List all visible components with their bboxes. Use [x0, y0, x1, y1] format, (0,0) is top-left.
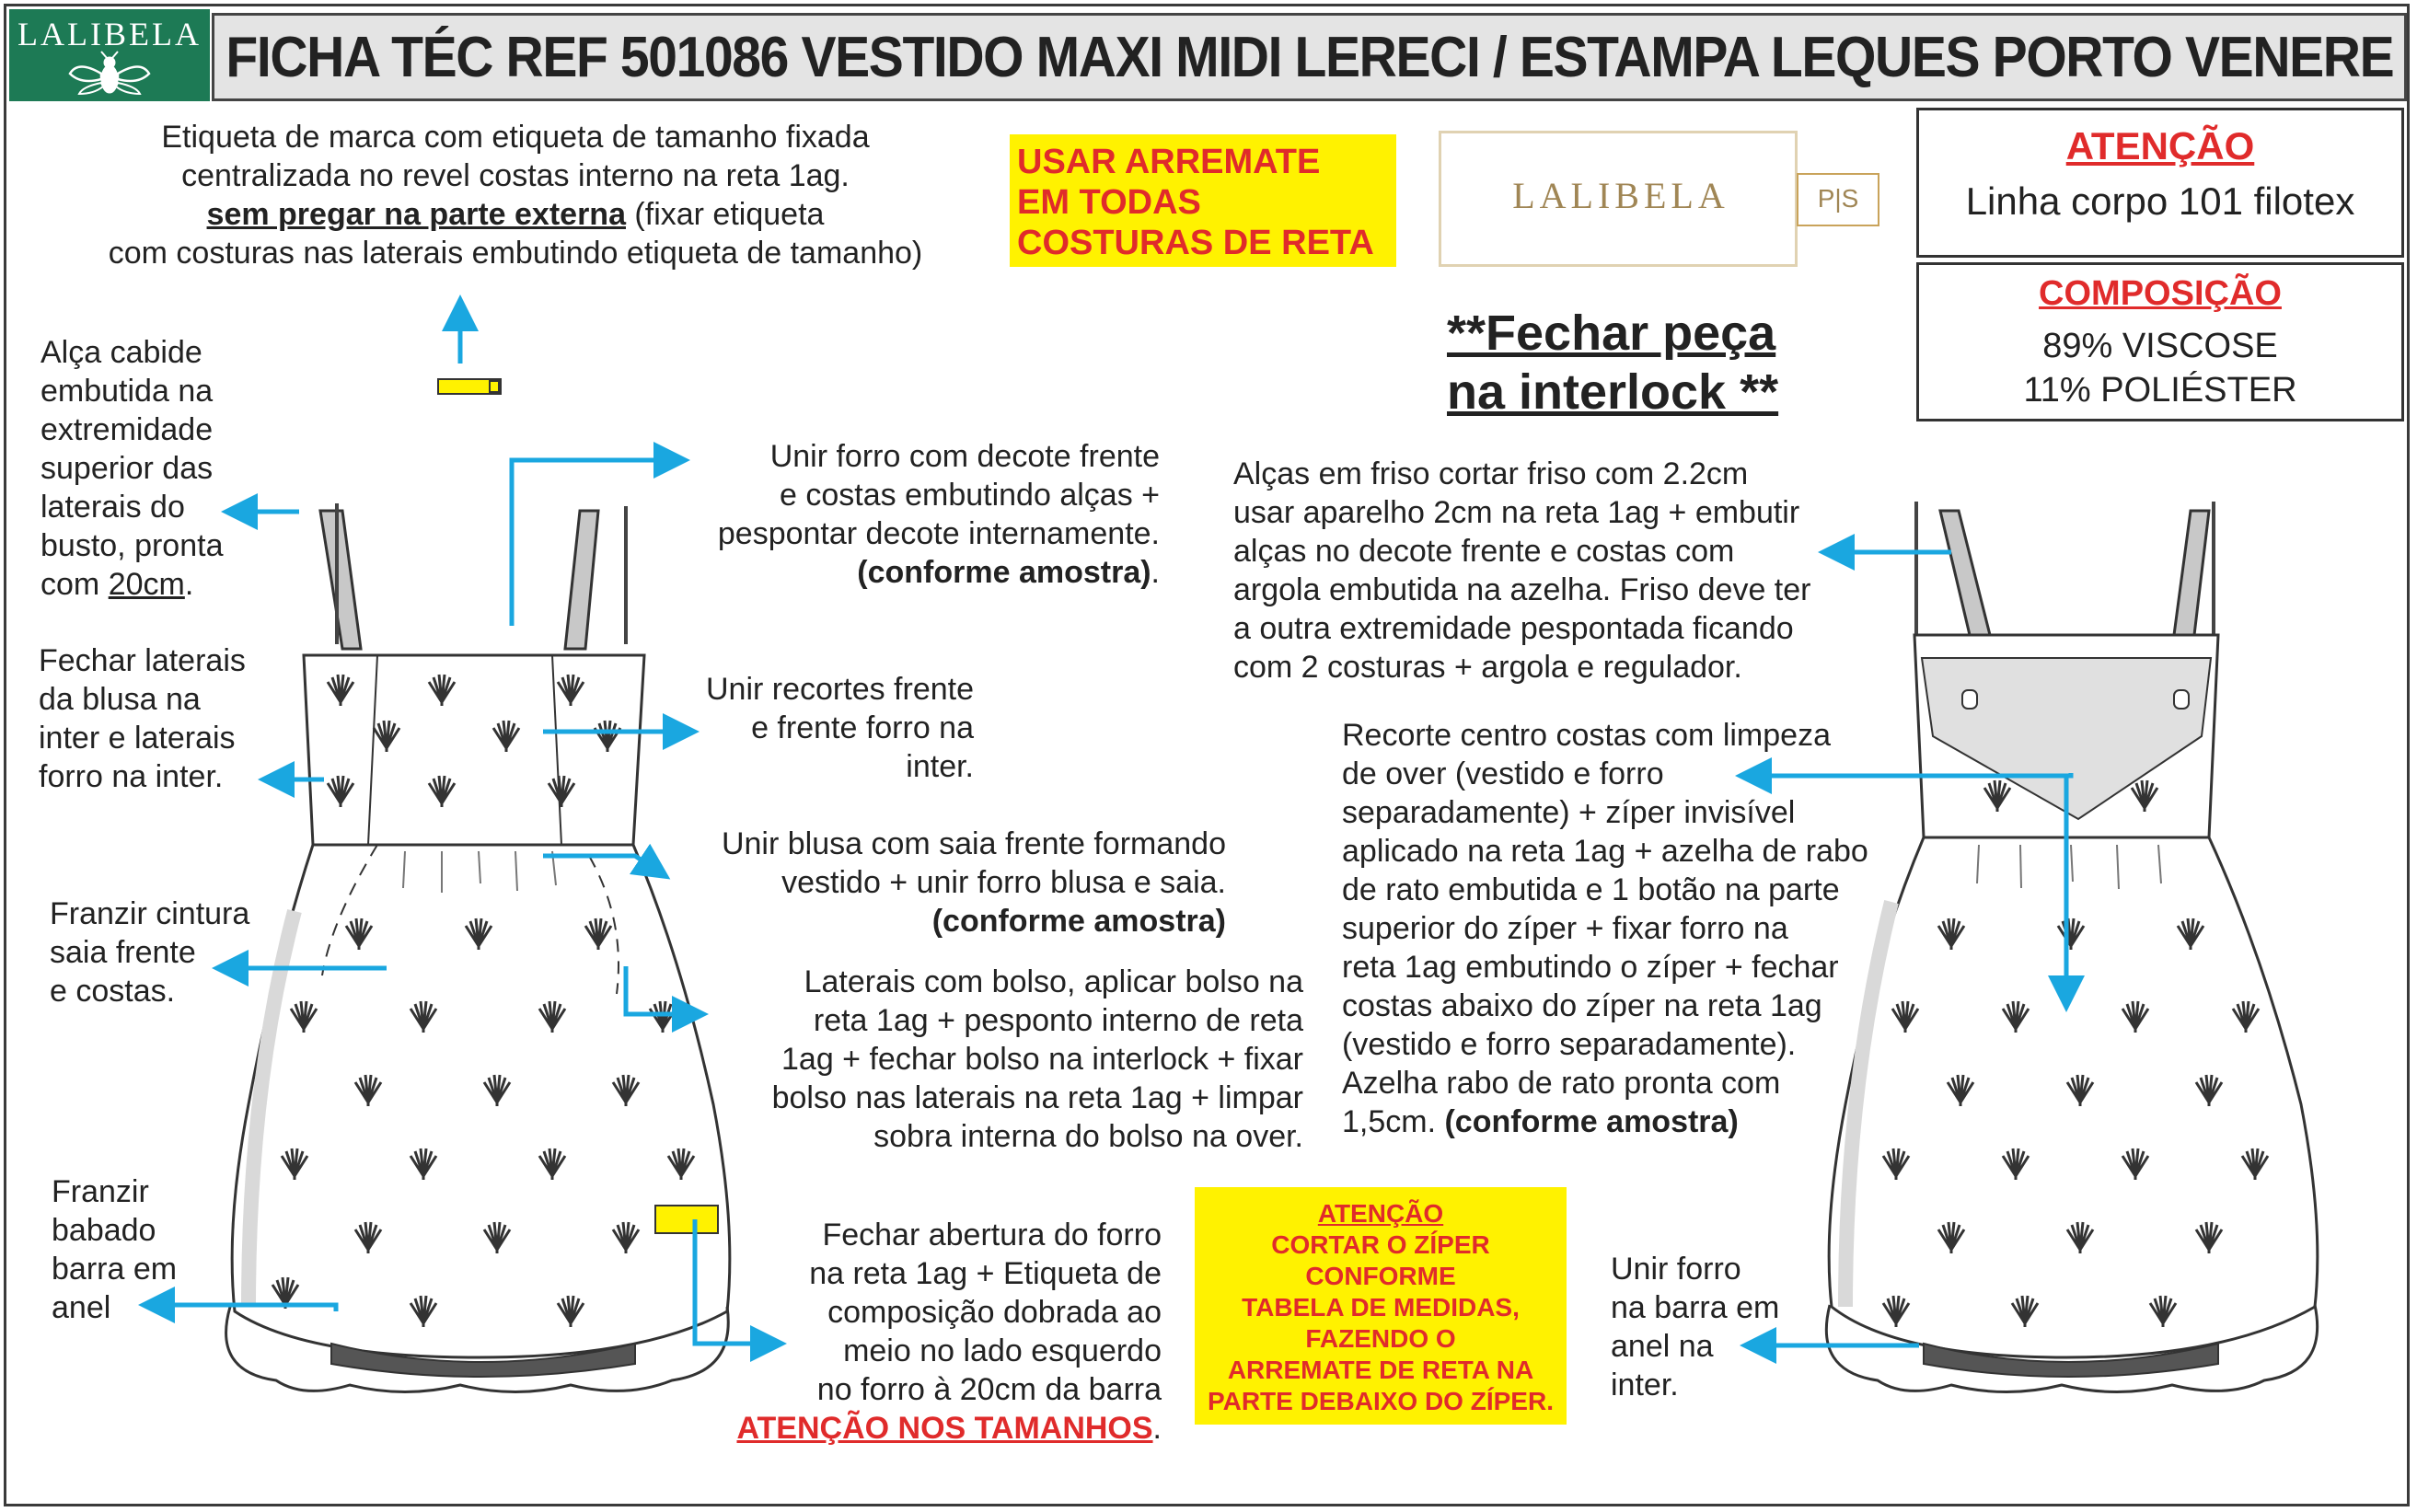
note-back-seam: Recorte centro costas com limpeza de over (vestido e forro separadamente) + zíper invisível aplicado na reta 1ag + azelha de rabo de rato embutida e 1 botão na parte superior do zíper + fixar forro na reta 1ag embutindo o zíper + fechar costas abaixo do zíper na reta 1ag (vestido e forro separadamente). Azelha rabo de rato pronta com 1,5cm. (conforme amostra): [1342, 718, 1868, 1139]
note-ruffle: Franzir babado barra em anel: [52, 1174, 178, 1325]
note-lining-neckline: Unir forro com decote frente e costas embutindo alças + pespontar decote internamente. (conforme amostra).: [717, 439, 1160, 590]
page-title: FICHA TÉC REF 501086 VESTIDO MAXI MIDI LERECI / ESTAMPA LEQUES PORTO VENERE: [226, 25, 2393, 89]
logo-text: LALIBELA: [17, 16, 202, 52]
note-straps: Alças em friso cortar friso com 2.2cm usar aparelho 2cm na reta 1ag + embutir alças no decote frente e costas com argola embutida na azelha. Friso deve ter a outra extremidade pespontada ficando com 2 costuras + argola e regulador.: [1233, 456, 1811, 685]
interlock-note: **Fechar peça na interlock **: [1447, 306, 1779, 420]
note-pockets: Laterais com bolso, aplicar bolso na reta 1ag + pesponto interno de reta 1ag + fechar bolso na interlock + fixar bolso nas laterais na reta 1ag + limpar sobra interna do bolso na over.: [771, 964, 1303, 1154]
note-front-panels: Unir recortes frente e frente forro na inter.: [706, 672, 974, 784]
note-side-close: Fechar laterais da blusa na inter e laterais forro na inter.: [39, 643, 246, 794]
composition-box: COMPOSIÇÃO 89% VISCOSE 11% POLIÉSTER: [1916, 262, 2404, 421]
note-gather-waist: Franzir cintura saia frente e costas.: [50, 896, 250, 1009]
note-hanger-loop: Alça cabide embutida na extremidade superior das laterais do busto, pronta com 20cm.: [40, 335, 224, 602]
note-brand-label: Etiqueta de marca com etiqueta de tamanho fixada centralizada no revel costas interno na reta 1ag. sem pregar na parte externa (fixar etiqueta com costuras nas laterais embutindo etiqueta de tamanho): [108, 120, 923, 271]
size-tag: P|S: [1797, 173, 1879, 226]
back-dress-sketch: [1826, 502, 2318, 1392]
zipper-warning-box: ATENÇÃO CORTAR O ZÍPER CONFORME TABELA DE MEDIDAS, FAZENDO O ARREMATE DE RETA NA PARTE DEBAIXO DO ZÍPER.: [1195, 1187, 1567, 1425]
brand-label-name: LALIBELA: [1512, 175, 1729, 216]
note-lining-close: Fechar abertura do forro na reta 1ag + Etiqueta de composição dobrada ao meio no lado esquerdo no forro à 20cm da barra ATENÇÃO NOS TAMANHOS.: [736, 1218, 1162, 1446]
attention-box: ATENÇÃO Linha corpo 101 filotex: [1916, 108, 2404, 258]
note-join-bodice: Unir blusa com saia frente formando vestido + unir forro blusa e saia. (conforme amostra): [721, 826, 1226, 939]
finishing-warning-box: USAR ARREMATE EM TODAS COSTURAS DE RETA: [1010, 134, 1396, 267]
note-hem-lining: Unir forro na barra em anel na inter.: [1611, 1252, 1780, 1402]
brand-label-image: [1439, 131, 1798, 267]
